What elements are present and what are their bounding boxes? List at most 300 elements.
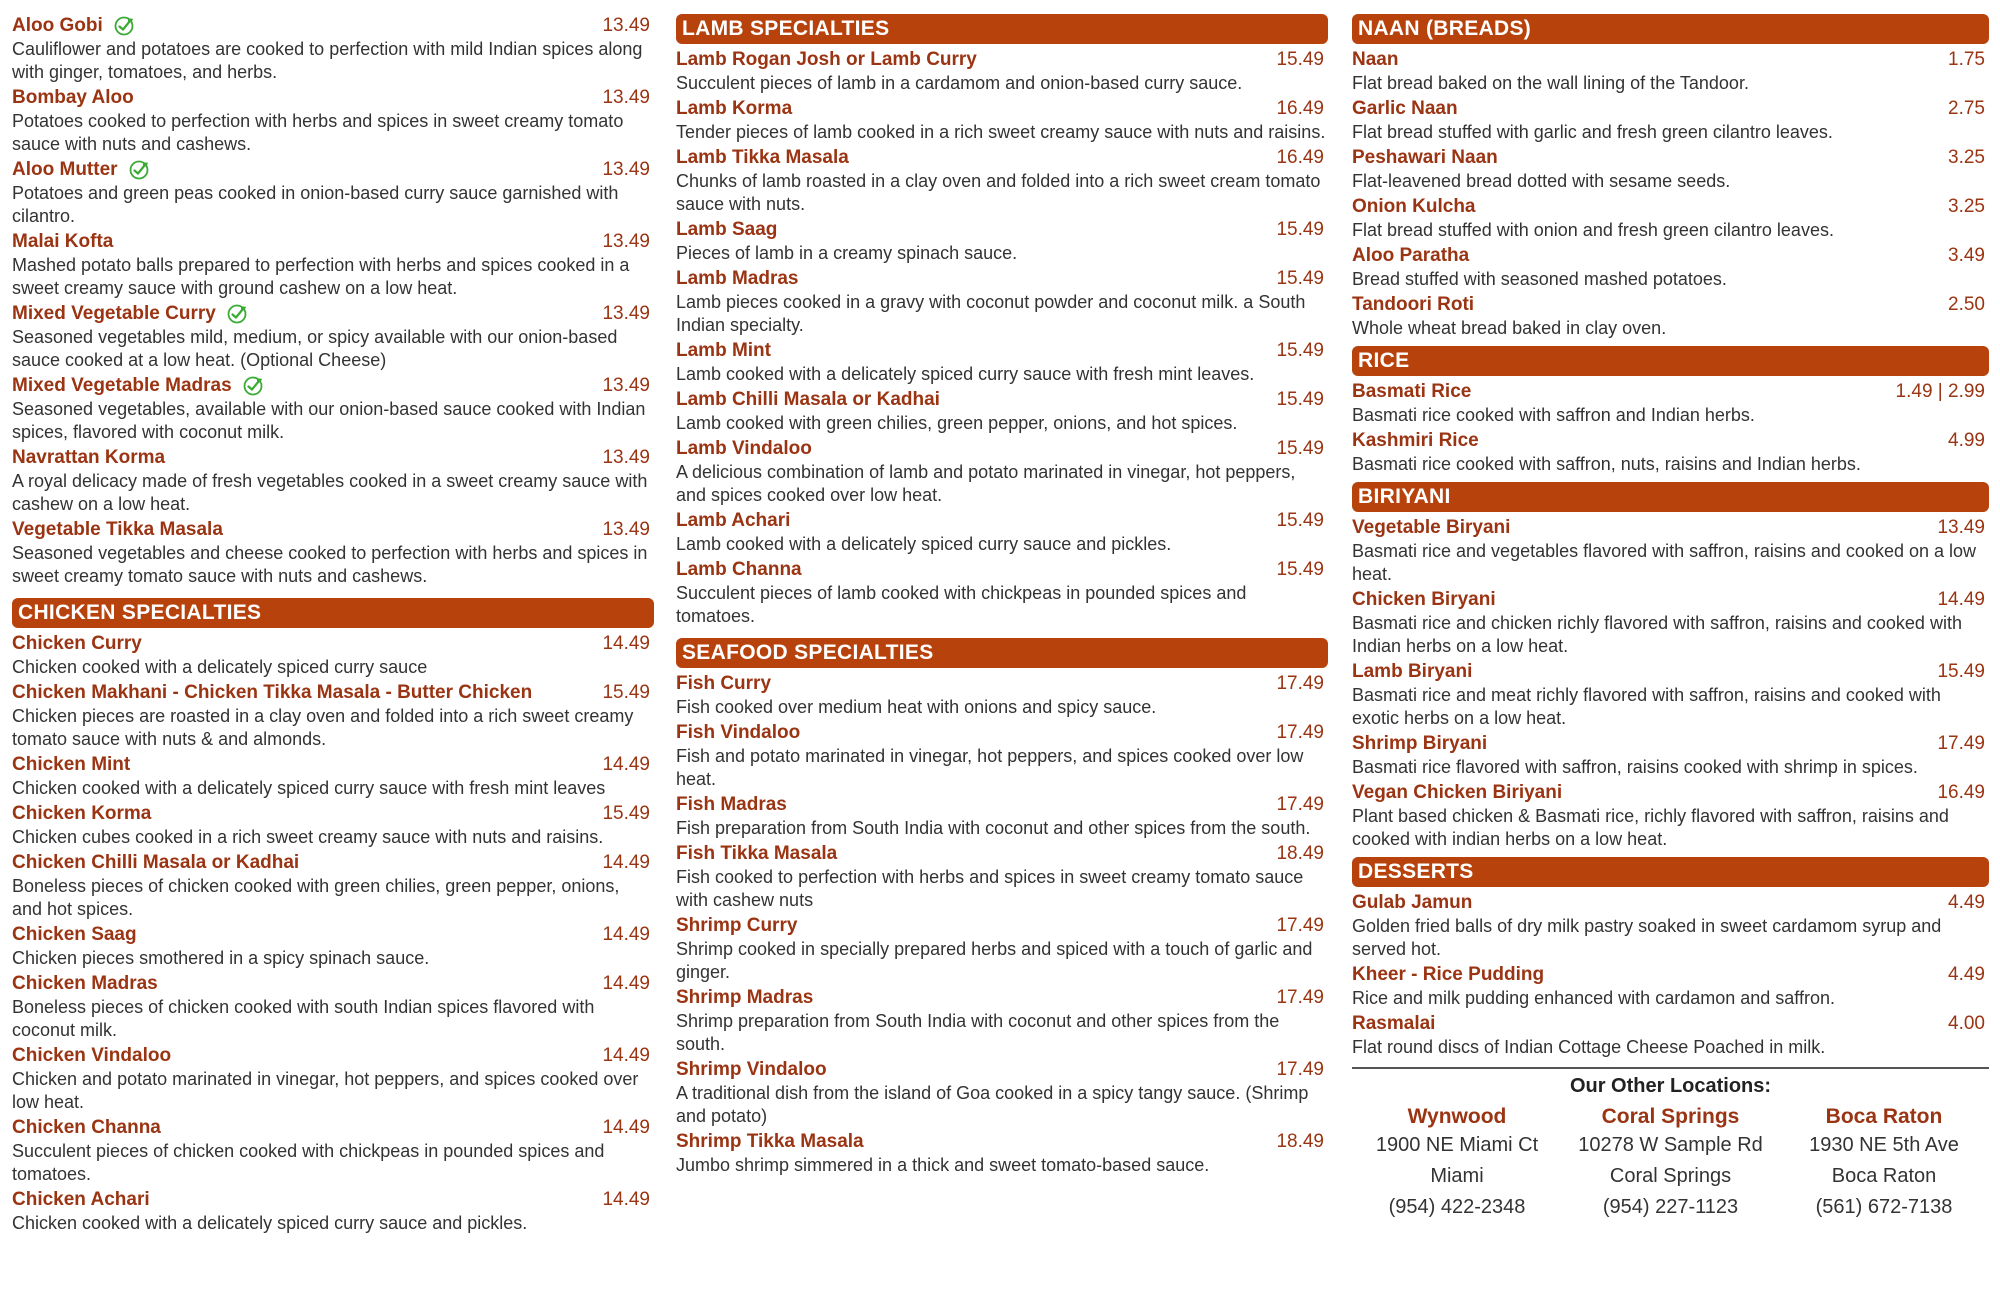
menu-item-description: Pieces of lamb in a creamy spinach sauce. [676, 243, 1018, 263]
menu-item-price: 14.49 [1937, 589, 1985, 610]
menu-item-description: Fish cooked to perfection with herbs and spices in sweet creamy tomato sauce with cashew nuts [676, 867, 1304, 910]
menu-item-description: Fish cooked over medium heat with onions and spicy sauce. [676, 697, 1157, 717]
menu-item-description: Basmati rice flavored with saffron, raisins cooked with shrimp in spices. [1352, 757, 1918, 777]
menu-item-name-text: Lamb Vindaloo [676, 438, 812, 459]
menu-item-name-text: Aloo Mutter [12, 159, 118, 180]
menu-item-price: 13.49 [602, 375, 650, 396]
menu-item-header [1352, 380, 1989, 404]
menu-item-name [676, 793, 787, 817]
menu-item-header [1352, 732, 1989, 756]
menu-item [12, 14, 654, 84]
menu-item-description: Potatoes cooked to perfection with herbs and spices in sweet creamy tomato sauce with nuts and cashews. [12, 111, 624, 154]
menu-item-header [12, 446, 654, 470]
menu-item-description: Seasoned vegetables and cheese cooked to perfection with herbs and spices in sweet creamy tomato sauce with nuts and cashews. [12, 543, 648, 586]
section-header: LAMB SPECIALTIES [676, 14, 1328, 44]
menu-item-name [1352, 963, 1544, 987]
menu-item [1352, 195, 1989, 242]
menu-item-header [1352, 97, 1989, 121]
menu-item-price: 15.49 [602, 682, 650, 703]
locations-title: Our Other Locations: [1569, 1075, 1772, 1097]
menu-item-name [12, 1116, 161, 1140]
menu-item-name-text: Chicken Madras [12, 973, 158, 994]
menu-item-name-text: Shrimp Vindaloo [676, 1059, 827, 1080]
menu-item-header [1352, 293, 1989, 317]
menu-item-name-text: Chicken Chilli Masala or Kadhai [12, 852, 300, 873]
menu-item-name [676, 339, 771, 363]
menu-item-header [676, 97, 1328, 121]
menu-item-description: Chicken pieces are roasted in a clay oven and folded into a rich sweet creamy tomato sauce with nuts & and almonds. [12, 706, 634, 749]
menu-item-price: 16.49 [1937, 782, 1985, 803]
menu-item-price: 15.49 [1276, 268, 1324, 289]
menu-item [12, 923, 654, 970]
menu-item [676, 1130, 1328, 1177]
menu-item-name-text: Vegetable Biryani [1352, 517, 1511, 538]
section-header: RICE [1352, 346, 1989, 376]
menu-item-header [676, 558, 1328, 582]
menu-item-price: 13.49 [1937, 517, 1985, 538]
menu-item [1352, 516, 1989, 586]
menu-item-name [1352, 146, 1498, 170]
menu-item-name [1352, 732, 1487, 756]
menu-item [12, 802, 654, 849]
menu-item [676, 672, 1328, 719]
menu-item [12, 1188, 654, 1235]
menu-item-name [1352, 781, 1562, 805]
menu-item-price: 4.99 [1948, 430, 1985, 451]
menu-item [12, 681, 654, 751]
menu-item-description: Bread stuffed with seasoned mashed potatoes. [1352, 269, 1727, 289]
menu-column-1 [12, 14, 654, 1237]
menu-item [12, 302, 654, 372]
menu-item [676, 1058, 1328, 1128]
menu-item-name-text: Lamb Chilli Masala or Kadhai [676, 389, 940, 410]
menu-item-name-text: Mixed Vegetable Madras [12, 375, 232, 396]
menu-item-price: 17.49 [1276, 915, 1324, 936]
menu-item-price: 17.49 [1276, 722, 1324, 743]
location-phone: (561) 672-7138 [1815, 1196, 1953, 1218]
menu-item-description: Lamb cooked with green chilies, green pepper, onions, and hot spices. [676, 413, 1238, 433]
menu-item-price: 15.49 [1276, 510, 1324, 531]
menu-item-price: 13.49 [602, 87, 650, 108]
menu-item-header [676, 218, 1328, 242]
menu-item-price: 1.75 [1948, 49, 1985, 70]
menu-item-description: Basmati rice cooked with saffron, nuts, raisins and Indian herbs. [1352, 454, 1861, 474]
menu-section-vegetarian [12, 14, 654, 588]
menu-item-description: Flat bread baked on the wall lining of the Tandoor. [1352, 73, 1749, 93]
menu-item-header [1352, 781, 1989, 805]
menu-item-name [12, 1188, 150, 1212]
section-header: CHICKEN SPECIALTIES [12, 598, 654, 628]
menu-item-name [1352, 293, 1474, 317]
menu-item-description: Chicken cubes cooked in a rich sweet creamy sauce with nuts and raisins. [12, 827, 604, 847]
menu-item-header [676, 146, 1328, 170]
menu-item-name [676, 146, 849, 170]
menu-item-price: 1.49 | 2.99 [1895, 381, 1985, 402]
menu-item-header [12, 802, 654, 826]
menu-item-name-text: Garlic Naan [1352, 98, 1458, 119]
menu-item-header [1352, 48, 1989, 72]
menu-item-name-text: Chicken Korma [12, 803, 152, 824]
menu-item-price: 14.49 [602, 852, 650, 873]
menu-item [676, 388, 1328, 435]
menu-item-name [12, 851, 299, 875]
menu-item-price: 14.49 [602, 973, 650, 994]
menu-item-header [12, 158, 654, 182]
menu-item-header [676, 437, 1328, 461]
menu-item-description: Cauliflower and potatoes are cooked to perfection with mild Indian spices along with ginger, tomatoes, and herbs. [12, 39, 643, 82]
menu-item-name [676, 218, 777, 242]
menu-item-name-text: Mixed Vegetable Curry [12, 303, 216, 324]
vegan-leaf-check-icon [242, 375, 264, 397]
menu-item-price: 4.00 [1948, 1013, 1985, 1034]
menu-item [676, 437, 1328, 507]
menu-item-description: Basmati rice cooked with saffron and Indian herbs. [1352, 405, 1755, 425]
menu-item-name [12, 518, 223, 542]
menu-item-price: 17.49 [1276, 1059, 1324, 1080]
menu-item-header [12, 753, 654, 777]
menu-item-name-text: Chicken Biryani [1352, 589, 1496, 610]
menu-item-price: 15.49 [1276, 389, 1324, 410]
menu-item-description: Tender pieces of lamb cooked in a rich sweet creamy sauce with nuts and raisins. [676, 122, 1326, 142]
location-city: Coral Springs [1609, 1165, 1732, 1187]
menu-item-name-text: Vegetable Tikka Masala [12, 519, 223, 540]
menu-item-description: Potatoes and green peas cooked in onion-based curry sauce garnished with cilantro. [12, 183, 619, 226]
menu-item [676, 986, 1328, 1056]
menu-item-price: 13.49 [602, 15, 650, 36]
menu-item [1352, 781, 1989, 851]
menu-item-header [676, 721, 1328, 745]
menu-item-price: 15.49 [1276, 340, 1324, 361]
menu-item-name [676, 267, 798, 291]
menu-item-name-text: Fish Madras [676, 794, 787, 815]
menu-item [1352, 1012, 1989, 1059]
menu-item [1352, 588, 1989, 658]
menu-item-description: Lamb cooked with a delicately spiced curry sauce and pickles. [676, 534, 1172, 554]
menu-item-name-text: Aloo Paratha [1352, 245, 1470, 266]
location-address: 1930 NE 5th Ave [1809, 1134, 1959, 1156]
vegan-leaf-check-icon [113, 15, 135, 37]
menu-item-header [1352, 244, 1989, 268]
menu-section-desserts [1352, 857, 1989, 1059]
menu-item-name [1352, 429, 1479, 453]
menu-item [1352, 380, 1989, 427]
location-name: Boca Raton [1825, 1105, 1943, 1128]
menu-item-header [12, 923, 654, 947]
menu-item-name-text: Fish Curry [676, 673, 772, 694]
location-city: Miami [1430, 1165, 1484, 1187]
menu-item-description: Rice and milk pudding enhanced with cardamon and saffron. [1352, 988, 1835, 1008]
menu-item-header [12, 851, 654, 875]
menu-item-description: Plant based chicken & Basmati rice, richly flavored with saffron, raisins and cooked with indian herbs on a low heat. [1352, 806, 1949, 849]
menu-item-description: Flat bread stuffed with garlic and fresh green cilantro leaves. [1352, 122, 1833, 142]
menu-item-name-text: Lamb Tikka Masala [676, 147, 849, 168]
menu-item-name-text: Onion Kulcha [1352, 196, 1476, 217]
menu-item-description: Succulent pieces of lamb cooked with chickpeas in pounded spices and tomatoes. [676, 583, 1247, 626]
location-phone: (954) 422-2348 [1388, 1196, 1526, 1218]
menu-item-name [676, 672, 771, 696]
menu-item-name [12, 230, 113, 254]
menu-item-header [1352, 1012, 1989, 1036]
menu-item-price: 2.50 [1948, 294, 1985, 315]
menu-item [676, 914, 1328, 984]
menu-item-name [12, 446, 165, 470]
menu-item-header [1352, 195, 1989, 219]
menu-item-price: 18.49 [1276, 843, 1324, 864]
menu-item-description: Lamb cooked with a delicately spiced curry sauce with fresh mint leaves. [676, 364, 1255, 384]
menu-item-name-text: Rasmalai [1352, 1013, 1436, 1034]
menu-item-header [1352, 429, 1989, 453]
menu-item-description: Basmati rice and vegetables flavored with saffron, raisins and cooked on a low heat. [1352, 541, 1977, 584]
menu-item-price: 15.49 [1276, 559, 1324, 580]
menu-item-name [676, 437, 812, 461]
menu-item-name-text: Lamb Saag [676, 219, 778, 240]
other-locations [1352, 1067, 1989, 1223]
menu-item-header [1352, 516, 1989, 540]
menu-item-name-text: Fish Vindaloo [676, 722, 801, 743]
menu-item-price: 15.49 [1276, 49, 1324, 70]
menu-item-description: Chicken and potato marinated in vinegar, hot peppers, and spices cooked over low heat. [12, 1069, 639, 1112]
menu-item-description: Chicken cooked with a delicately spiced curry sauce [12, 657, 428, 677]
menu-item-header [1352, 588, 1989, 612]
menu-item-header [12, 972, 654, 996]
menu-item-description: A traditional dish from the island of Goa cooked in a spicy tangy sauce. (Shrimp and potato) [676, 1083, 1309, 1126]
location-city: Boca Raton [1831, 1165, 1937, 1187]
menu-item-name-text: Shrimp Biryani [1352, 733, 1488, 754]
menu-item [12, 230, 654, 300]
menu-item [676, 48, 1328, 95]
menu-item-header [676, 339, 1328, 363]
menu-item-name [12, 972, 158, 996]
menu-item-name [1352, 891, 1472, 915]
menu-item-header [12, 230, 654, 254]
menu-item-name [1352, 97, 1458, 121]
menu-item [1352, 429, 1989, 476]
menu-item [12, 1116, 654, 1186]
menu-item-price: 13.49 [602, 519, 650, 540]
menu-item [1352, 963, 1989, 1010]
menu-item-header [1352, 891, 1989, 915]
menu-item-header [676, 672, 1328, 696]
menu-item-name [1352, 516, 1510, 540]
menu-item-price: 16.49 [1276, 147, 1324, 168]
menu-item-name-text: Lamb Madras [676, 268, 799, 289]
menu-item-name [676, 509, 790, 533]
location-phone: (954) 227-1123 [1602, 1196, 1739, 1218]
menu-item [12, 1044, 654, 1114]
menu-item-description: Shrimp preparation from South India with coconut and other spices from the south. [676, 1011, 1280, 1054]
menu-item-header [676, 509, 1328, 533]
menu-item [676, 218, 1328, 265]
menu-item-description: Basmati rice and meat richly flavored with saffron, raisins and cooked with exotic herbs on a low heat. [1352, 685, 1941, 728]
menu-item [676, 267, 1328, 337]
menu-item-description: Flat bread stuffed with onion and fresh green cilantro leaves. [1352, 220, 1834, 240]
menu-item [12, 851, 654, 921]
menu-item-price: 13.49 [602, 303, 650, 324]
location-wynwood [1352, 1104, 1562, 1223]
menu-item-price: 14.49 [602, 633, 650, 654]
section-header: DESSERTS [1352, 857, 1989, 887]
menu-item-description: Mashed potato balls prepared to perfection with herbs and spices cooked in a sweet creamy sauce with ground cashew on a low heat. [12, 255, 630, 298]
menu-item-price: 3.25 [1948, 147, 1985, 168]
menu-section-seafood-specialties [676, 638, 1328, 1177]
menu-item-name-text: Kheer - Rice Pudding [1352, 964, 1545, 985]
menu-item-name [676, 1130, 864, 1154]
menu-item-header [12, 302, 654, 326]
menu-item [12, 972, 654, 1042]
menu-item [12, 753, 654, 800]
menu-item-name [12, 158, 150, 182]
menu-item-description: Flat round discs of Indian Cottage Cheese Poached in milk. [1352, 1037, 1826, 1057]
menu-item-price: 17.49 [1937, 733, 1985, 754]
menu-item-price: 14.49 [602, 1117, 650, 1138]
menu-item-name [12, 14, 135, 38]
menu-item-name [1352, 48, 1398, 72]
section-header: SEAFOOD SPECIALTIES [676, 638, 1328, 668]
menu-item-header [12, 1116, 654, 1140]
menu-item-name-text: Fish Tikka Masala [676, 843, 838, 864]
menu-item-price: 17.49 [1276, 987, 1324, 1008]
menu-item [12, 632, 654, 679]
menu-item [12, 158, 654, 228]
menu-section-naan-breads [1352, 14, 1989, 340]
menu-item-price: 4.49 [1948, 964, 1985, 985]
menu-item-description: Chicken pieces smothered in a spicy spinach sauce. [12, 948, 430, 968]
menu-item [12, 518, 654, 588]
menu-item-name [676, 97, 792, 121]
menu-item-header [676, 1058, 1328, 1082]
menu-item [12, 446, 654, 516]
menu-item-name-text: Basmati Rice [1352, 381, 1472, 402]
menu-item-name [12, 923, 137, 947]
menu-item-name-text: Lamb Biryani [1352, 661, 1473, 682]
menu-item-price: 13.49 [602, 231, 650, 252]
menu-item-name [1352, 588, 1496, 612]
menu-section-chicken-specialties [12, 598, 654, 1235]
menu-item-name [676, 986, 813, 1010]
menu-item-description: A royal delicacy made of fresh vegetables cooked in a sweet creamy sauce with cashew on a low heat. [12, 471, 648, 514]
menu-item-header [12, 1188, 654, 1212]
menu-item-header [676, 793, 1328, 817]
menu-item-price: 17.49 [1276, 794, 1324, 815]
menu-item-name-text: Chicken Curry [12, 633, 142, 654]
menu-item-price: 3.49 [1948, 245, 1985, 266]
menu-item-name [12, 302, 248, 326]
menu-item-price: 16.49 [1276, 98, 1324, 119]
menu-item-name [676, 842, 837, 866]
menu-item [1352, 48, 1989, 95]
menu-item-description: Seasoned vegetables mild, medium, or spicy available with our onion-based sauce cooked at a low heat. (Optional Cheese) [12, 327, 618, 370]
menu-item-description: Jumbo shrimp simmered in a thick and sweet tomato-based sauce. [676, 1155, 1210, 1175]
menu-item [12, 86, 654, 156]
menu-item-name [676, 914, 797, 938]
menu-item-name-text: Chicken Achari [12, 1189, 150, 1210]
menu-item-name-text: Chicken Makhani - Chicken Tikka Masala - Butter Chicken [12, 682, 533, 703]
menu-item-description: A delicious combination of lamb and potato marinated in vinegar, hot peppers, and spices cooked over low heat. [676, 462, 1296, 505]
menu-item-header [676, 48, 1328, 72]
menu-item-name-text: Lamb Channa [676, 559, 802, 580]
menu-item-name-text: Shrimp Tikka Masala [676, 1131, 864, 1152]
menu-item-name [676, 388, 940, 412]
menu-item-name [12, 802, 151, 826]
menu-item-description: Succulent pieces of chicken cooked with chickpeas in pounded spices and tomatoes. [12, 1141, 605, 1184]
menu-item-name [12, 86, 134, 110]
menu-item-name-text: Gulab Jamun [1352, 892, 1473, 913]
menu-item-price: 15.49 [1276, 438, 1324, 459]
menu-item-header [1352, 660, 1989, 684]
menu-item-price: 13.49 [602, 159, 650, 180]
menu-item-description: Lamb pieces cooked in a gravy with coconut powder and coconut milk. a South Indian specialty. [676, 292, 1306, 335]
menu-item-name [12, 681, 532, 705]
menu-item-name [12, 753, 130, 777]
menu-item-price: 17.49 [1276, 673, 1324, 694]
menu-item-header [12, 1044, 654, 1068]
menu-item-name-text: Kashmiri Rice [1352, 430, 1479, 451]
menu-item-header [676, 388, 1328, 412]
menu-item-name [1352, 244, 1469, 268]
menu-item-name [12, 374, 264, 398]
menu-item-name-text: Shrimp Curry [676, 915, 798, 936]
menu-item [1352, 660, 1989, 730]
menu-item [1352, 293, 1989, 340]
locations-row [1352, 1104, 1989, 1223]
location-address: 1900 NE Miami Ct [1375, 1134, 1539, 1156]
menu-item-name-text: Tandoori Roti [1352, 294, 1475, 315]
menu-item-description: Fish and potato marinated in vinegar, hot peppers, and spices cooked over low heat. [676, 746, 1304, 789]
menu-column-3 [1352, 14, 1989, 1223]
menu-item-name-text: Lamb Rogan Josh or Lamb Curry [676, 49, 977, 70]
vegan-leaf-check-icon [226, 303, 248, 325]
menu-item-description: Flat-leavened bread dotted with sesame seeds. [1352, 171, 1731, 191]
menu-item-price: 4.49 [1948, 892, 1985, 913]
menu-item-name-text: Vegan Chicken Biriyani [1352, 782, 1563, 803]
menu-item-description: Succulent pieces of lamb in a cardamom and onion-based curry sauce. [676, 73, 1243, 93]
menu-item [676, 97, 1328, 144]
menu-section-lamb-specialties [676, 14, 1328, 628]
menu-item [1352, 97, 1989, 144]
menu-item [676, 721, 1328, 791]
menu-item-header [12, 374, 654, 398]
menu-item-header [12, 681, 654, 705]
menu-item-description: Boneless pieces of chicken cooked with south Indian spices flavored with coconut milk. [12, 997, 595, 1040]
menu-item [1352, 244, 1989, 291]
menu-item [1352, 732, 1989, 779]
menu-item-price: 15.49 [602, 803, 650, 824]
menu-item-description: Boneless pieces of chicken cooked with green chilies, green pepper, onions, and hot spices. [12, 876, 620, 919]
menu-item-name [12, 632, 142, 656]
menu-item-name-text: Lamb Mint [676, 340, 771, 361]
menu-item-description: Chicken cooked with a delicately spiced curry sauce and pickles. [12, 1213, 528, 1233]
menu-item-price: 18.49 [1276, 1131, 1324, 1152]
menu-item-name [12, 1044, 171, 1068]
menu-item-name-text: Aloo Gobi [12, 15, 103, 36]
menu-item-description: Shrimp cooked in specially prepared herbs and spiced with a touch of garlic and ginger. [676, 939, 1313, 982]
location-name: Coral Springs [1601, 1105, 1740, 1128]
menu-item-name [676, 558, 802, 582]
menu-item-name-text: Shrimp Madras [676, 987, 814, 1008]
menu-item-name-text: Malai Kofta [12, 231, 114, 252]
menu-item-name [1352, 380, 1471, 404]
menu-item-name [1352, 195, 1476, 219]
location-address: 10278 W Sample Rd [1578, 1134, 1763, 1156]
menu-item-header [676, 986, 1328, 1010]
menu-item-header [12, 14, 654, 38]
menu-item [676, 339, 1328, 386]
menu-item-name-text: Chicken Vindaloo [12, 1045, 172, 1066]
menu-item-header [1352, 963, 1989, 987]
menu-item-name-text: Chicken Saag [12, 924, 137, 945]
section-header: BIRIYANI [1352, 482, 1989, 512]
menu-item-name-text: Chicken Mint [12, 754, 131, 775]
